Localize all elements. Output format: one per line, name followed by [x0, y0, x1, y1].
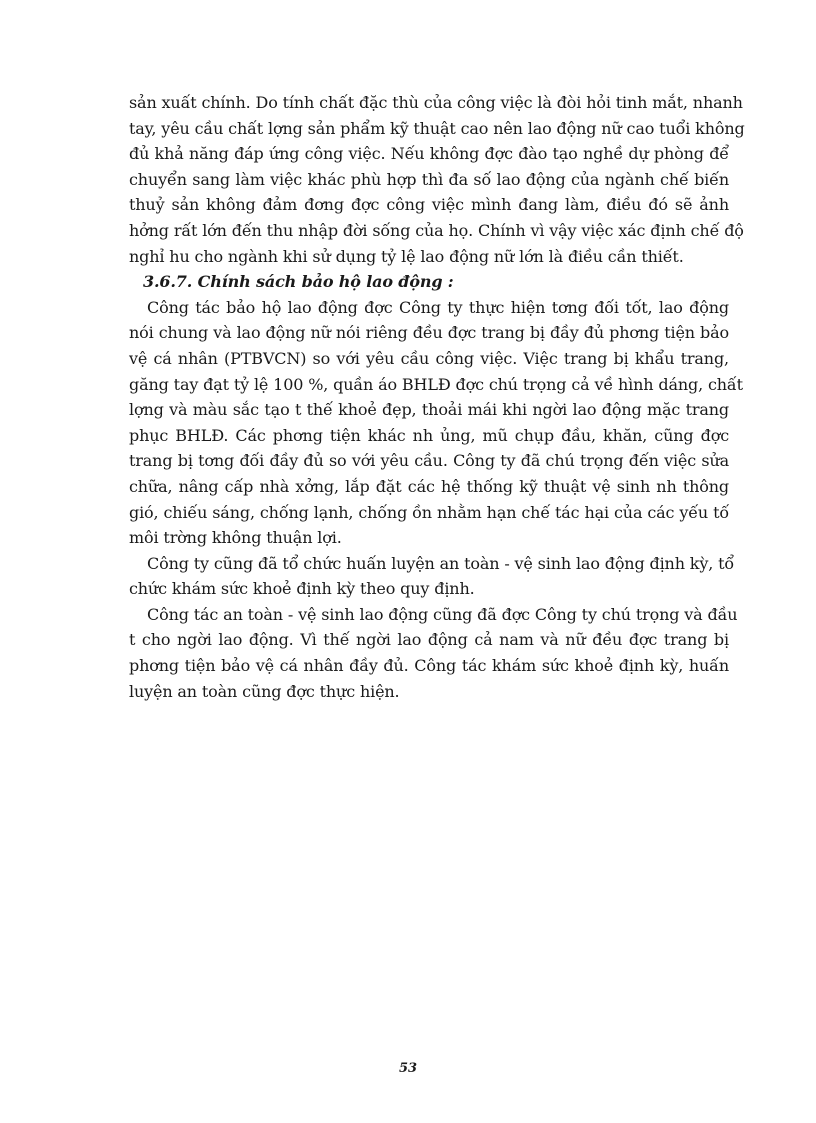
text-line: t cho ngời lao động. Vì thế ngời lao động cả nam và nữ đều đợc trang bị: [129, 630, 729, 650]
text-line: lợng và màu sắc tạo t thế khoẻ đẹp, thoải mái khi ngời lao động mặc trang: [129, 400, 729, 420]
text-line: phục BHLĐ. Các phơng tiện khác nh ủng, mũ chụp đầu, khăn, cũng đợc: [129, 425, 729, 445]
text-line: phơng tiện bảo vệ cá nhân đầy đủ. Công tác khám sức khoẻ định kỳ, huấn: [129, 656, 729, 676]
page-number: 53: [398, 1061, 418, 1076]
text-line: sản xuất chính. Do tính chất đặc thù của công việc là đòi hỏi tinh mắt, nhanh: [129, 93, 743, 112]
text-line: môi trờng không thuận lợi.: [129, 528, 342, 548]
text-line: tay, yêu cầu chất lợng sản phẩm kỹ thuật cao nên lao động nữ cao tuổi không: [129, 118, 745, 138]
paragraph: [129, 295, 743, 551]
text-line: găng tay đạt tỷ lệ 100 %, quần áo BHLĐ đợc chú trọng cả về hình dáng, chất: [129, 374, 743, 394]
paragraph: [129, 551, 735, 602]
text-line: chữa, nâng cấp nhà xởng, lắp đặt các hệ thống kỹ thuật vệ sinh nh thông: [129, 476, 729, 496]
text-line: nói chung và lao động nữ nói riêng đều đợc trang bị đầy đủ phơng tiện bảo: [129, 323, 729, 343]
text-line: hởng rất lớn đến thu nhập đời sống của họ. Chính vì vậy việc xác định chế độ: [129, 220, 744, 240]
text-line: luyện an toàn cũng đợc thực hiện.: [129, 681, 400, 701]
paragraph: [129, 90, 745, 269]
text-line: Công tác bảo hộ lao động đợc Công ty thực hiện tơng đối tốt, lao động: [147, 297, 729, 317]
text-line: trang bị tơng đối đầy đủ so với yêu cầu. Công ty đã chú trọng đến việc sửa: [129, 451, 729, 471]
section-heading: 3.6.7. Chính sách bảo hộ lao động :: [143, 272, 454, 292]
text-line: gió, chiếu sáng, chống lạnh, chống ồn nhằm hạn chế tác hại của các yếu tố: [129, 502, 729, 522]
paragraph: [129, 602, 738, 704]
text-line: thuỷ sản không đảm đơng đợc công việc mình đang làm, điều đó sẽ ảnh: [129, 195, 729, 215]
text-line: Công ty cũng đã tổ chức huấn luyện an toàn - vệ sinh lao động định kỳ, tổ: [147, 553, 735, 573]
text-line: chuyển sang làm việc khác phù hợp thì đa số lao động của ngành chế biến: [129, 169, 729, 189]
text-line: chức khám sức khoẻ định kỳ theo quy định.: [129, 579, 475, 599]
document-body: [129, 90, 745, 704]
text-line: vệ cá nhân (PTBVCN) so với yêu cầu công việc. Việc trang bị khẩu trang,: [129, 348, 729, 368]
text-line: nghỉ hu cho ngành khi sử dụng tỷ lệ lao động nữ lớn là điều cần thiết.: [129, 246, 684, 266]
text-line: Công tác an toàn - vệ sinh lao động cũng đã đợc Công ty chú trọng và đầu: [147, 604, 738, 624]
text-line: đủ khả năng đáp ứng công việc. Nếu không đợc đào tạo nghề dự phòng để: [129, 144, 729, 164]
